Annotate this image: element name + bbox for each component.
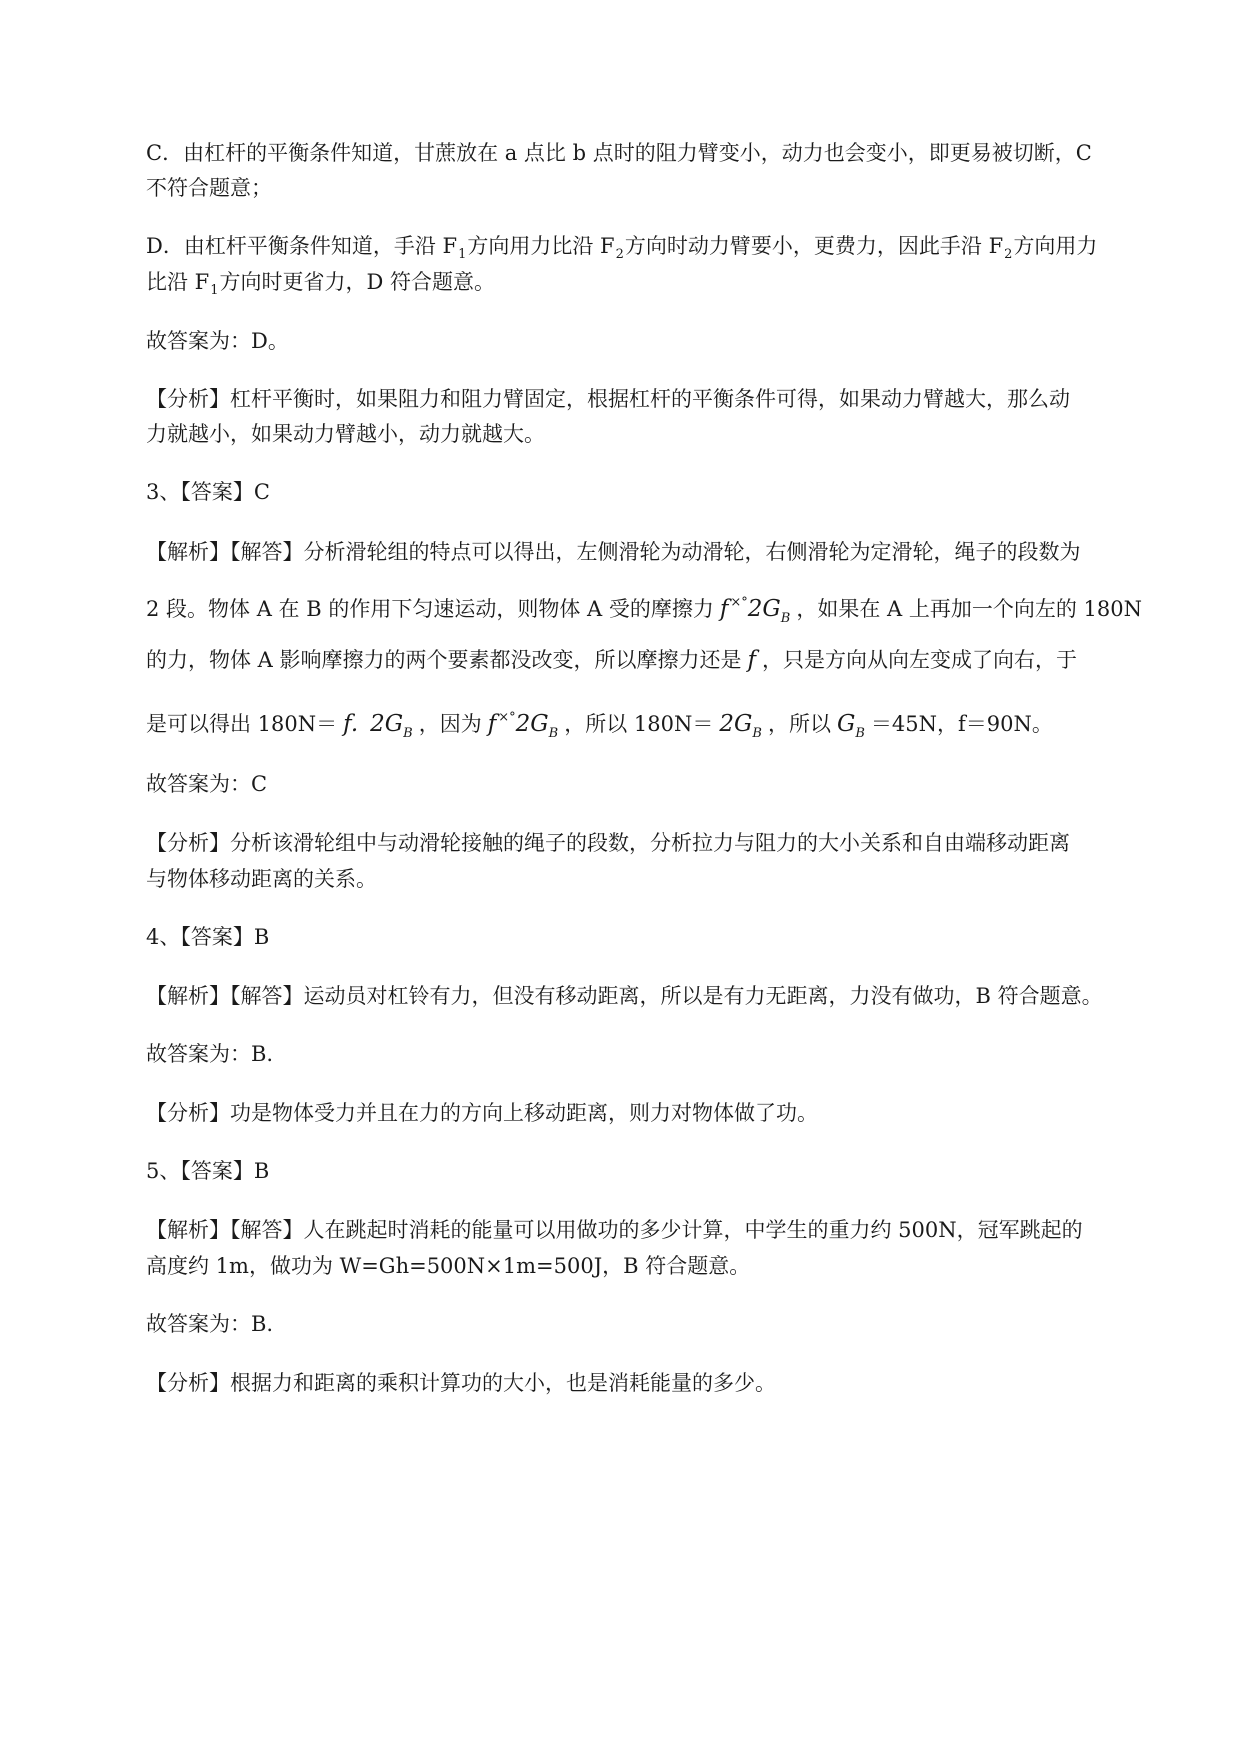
text-run: 方向时动力臂要小，更费力，因此手沿 F: [624, 234, 1004, 258]
formula-f-eq-2gb: f $^{\times^\circ}2G_B$: [487, 710, 559, 741]
text-run: D．由杠杆平衡条件知道，手沿 F: [146, 234, 458, 258]
question-4-answer: 4、【答案】B: [146, 925, 270, 949]
text-run: ，所以: [767, 712, 831, 736]
option-d-line-2: [146, 267, 1146, 306]
formula-f-eq-2gb: f $^{\times^\circ}2G_B$: [719, 595, 791, 626]
option-c-line-1: C．由杠杆的平衡条件知道，甘蔗放在 a 点比 b 点时的阻力臂变小，动力也会变小，即更易被切断，C: [146, 141, 1092, 165]
analysis-3-line-1: 【分析】分析该滑轮组中与动滑轮接触的绳子的段数，分析拉力与阻力的大小关系和自由端移动距离: [146, 831, 1070, 855]
text-run: 2 段。物体 A 在 B 的作用下匀速运动，则物体 A 受的摩擦力: [146, 597, 714, 621]
q3-solution-line-4: [146, 703, 1146, 749]
text-run: ，所以 180N＝: [564, 712, 714, 736]
subscript: 2: [1004, 247, 1013, 262]
formula-f-dot: f.: [343, 711, 359, 737]
formula-f: f: [747, 647, 757, 673]
subscript: 1: [458, 247, 467, 262]
text-run: 是可以得出 180N＝: [146, 712, 338, 736]
analysis-2-line-1: 【分析】杠杆平衡时，如果阻力和阻力臂固定，根据杠杆的平衡条件可得，如果动力臂越大，那么动: [146, 387, 1070, 411]
text-run: ，只是方向从向左变成了向右，于: [762, 648, 1078, 672]
analysis-4: 【分析】功是物体受力并且在力的方向上移动距离，则力对物体做了功。: [146, 1101, 818, 1125]
text-run: ＝45N，f＝90N。: [870, 712, 1053, 736]
q5-solution-line-1: 【解析】【解答】人在跳起时消耗的能量可以用做功的多少计算，中学生的重力约 500N，冠军跳起的: [146, 1218, 1083, 1242]
question-3-answer: 3、【答案】C: [146, 480, 270, 504]
q4-solution: 【解析】【解答】运动员对杠铃有力，但没有移动距离，所以是有力无距离，力没有做功，B 符合题意。: [146, 984, 1103, 1008]
q3-solution-line-2: [146, 588, 1146, 634]
question-5-answer: 5、【答案】B: [146, 1159, 270, 1183]
text-run: ，因为: [418, 712, 482, 736]
text-run: 比沿 F: [146, 270, 210, 294]
formula-gb: $G_B$: [836, 711, 865, 741]
q3-solution-line-3: [146, 645, 1146, 675]
q5-solution-line-2: 高度约 1m，做功为 W=Gh=500N×1m=500J，B 符合题意。: [146, 1254, 751, 1278]
text-run: 方向用力: [1013, 234, 1098, 258]
text-run: 方向用力比沿 F: [467, 234, 615, 258]
formula-2gb: $2G_B$: [370, 711, 413, 741]
analysis-3-line-2: 与物体移动距离的关系。: [146, 867, 377, 891]
answer-5: 故答案为：B.: [146, 1312, 274, 1336]
text-run: 方向时更省力，D 符合题意。: [219, 270, 496, 294]
q3-solution-line-1: 【解析】【解答】分析滑轮组的特点可以得出，左侧滑轮为动滑轮，右侧滑轮为定滑轮，绳子的段数为: [146, 540, 1081, 564]
analysis-5: 【分析】根据力和距离的乘积计算功的大小，也是消耗能量的多少。: [146, 1371, 776, 1395]
answer-4: 故答案为：B.: [146, 1042, 274, 1066]
answer-3: 故答案为：C: [146, 772, 268, 796]
option-c-line-2: 不符合题意；: [146, 176, 272, 200]
subscript: 1: [210, 283, 219, 298]
formula-2gb: $2G_B$: [719, 711, 762, 741]
option-d-line-1: [146, 231, 1146, 270]
text-run: 的力，物体 A 影响摩擦力的两个要素都没改变，所以摩擦力还是: [146, 648, 742, 672]
subscript: 2: [615, 247, 624, 262]
answer-2: 故答案为：D。: [146, 329, 289, 353]
text-run: ，如果在 A 上再加一个向左的 180N: [796, 597, 1143, 621]
analysis-2-line-2: 力就越小，如果动力臂越小，动力就越大。: [146, 422, 545, 446]
